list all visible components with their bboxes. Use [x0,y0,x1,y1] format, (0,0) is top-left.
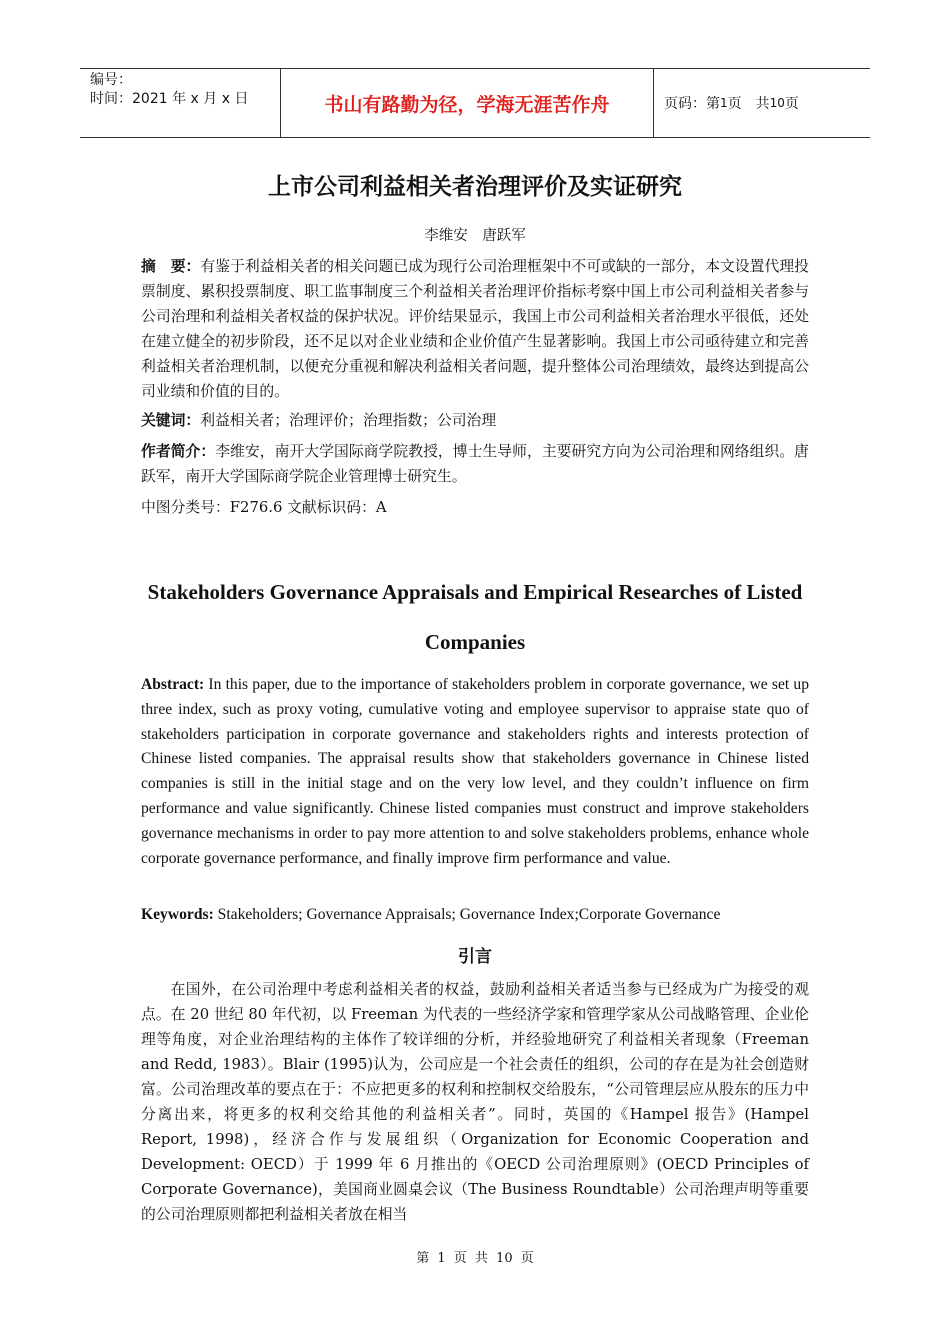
keywords-cn [141,408,809,433]
header-page-cell [654,69,870,137]
paper-title-en-line1: Stakeholders Governance Appraisals and Empirical Researches of Listed [147,580,803,604]
abstract-en-label: Abstract: [141,676,205,693]
intro-paragraph: 在国外，在公司治理中考虑利益相关者的权益，鼓励利益相关者适当参与已经成为广为接受的观点。在 20 世纪 80 年代初，以 Freeman 为代表的一些经济学家和管理学家从公司战略管理、企业伦理等角度，对企业治理结构的主体作了较详细的分析，并经验地研究了利益相关者现象（Freeman and Redd, 1983）。Blair (1995)认为，公司应是一个社会责任的组织，公司的存在是为社会创造财富。公司治理改革的要点在于：不应把更多的权利和控制权交给股东，“公司管理层应从股东的压力中分离出来，将更多的权利交给其他的利益相关者”。同时，英国的《Hampel 报告》(Hampel Report, 1998)，经济合作与发展组织（Organization for Economic Cooperation and Development: OECD）于 1999 年 6 月推出的《OECD 公司治理原则》(OECD Principles of Corporate Governance)，美国商业圆桌会议（The Business Roundtable）公司治理声明等重要的公司治理原则都把利益相关者放在相当 [141,981,809,1223]
header-motto-cell [281,69,654,137]
document-number-label: 编号： [90,72,132,88]
header-motto: 书山有路勤为径，学海无涯苦作舟 [324,93,610,116]
paper-title-en-line2: Companies [424,630,526,654]
page-footer: 第 1 页 共 10 页 [416,1251,534,1266]
page-total: 10 [769,96,785,110]
keywords-cn-label: 关键词： [141,412,201,429]
abstract-cn [141,254,809,404]
keywords-en-text: Stakeholders; Governance Appraisals; Governance Index;Corporate Governance [213,906,721,923]
abstract-en [141,673,809,871]
document-time: 时间：2021 年 x 月 x 日 [90,91,249,107]
page-prefix: 页码：第 [664,96,720,112]
classification: 中图分类号：F276.6 文献标识码：A [141,499,387,516]
abstract-cn-label: 摘 要： [141,258,201,275]
keywords-cn-text: 利益相关者；治理评价；治理指数；公司治理 [200,412,497,429]
abstract-cn-text: 有鉴于利益相关者的相关问题已成为现行公司治理框架中不可或缺的一部分，本文设置代理投票制度、累积投票制度、职工监事制度三个利益相关者治理评价指标考察中国上市公司利益相关者参与公司治理和利益相关者权益的保护状况。评价结果显示，我国上市公司利益相关者治理水平很低，还处在建立健全的初步阶段，还不足以对企业业绩和企业价值产生显著影响。我国上市公司亟待建立和完善利益相关者治理机制，以便充分重视和解决利益相关者问题，提升整体公司治理绩效，最终达到提高公司业绩和价值的目的。 [141,258,809,400]
page-mid: 页 共 [727,96,770,112]
header-meta-cell [80,69,281,137]
paper-authors: 李维安 唐跃军 [424,228,526,244]
header-table [80,68,870,138]
author-bio [141,439,809,489]
keywords-en [141,903,809,928]
page-number: 1 [720,96,728,110]
author-bio-label: 作者简介： [141,443,216,460]
abstract-en-text: In this paper, due to the importance of stakeholders problem in corporate governance, we set up three index, such as proxy voting, cumulative voting and employee supervisor to appraise state quo of stakeholders participation in corporate governance and stakeholders rights and interests protection of Chinese listed companies. The appraisal results show that stakeholders governance in Chinese listed companies is still in the initial stage and on the very low level, and they couldn’t influence on firm performance and value significantly. Chinese listed companies must construct and improve stakeholders governance mechanisms in order to pay more attention to and solve stakeholders problems, enhance whole corporate governance performance, and finally improve firm performance and value. [141,676,809,867]
paper-title-cn: 上市公司利益相关者治理评价及实证研究 [268,174,682,200]
section-heading-intro: 引言 [458,947,492,967]
keywords-en-label: Keywords: [141,906,214,923]
author-bio-text: 李维安，南开大学国际商学院教授，博士生导师，主要研究方向为公司治理和网络组织。唐跃军，南开大学国际商学院企业管理博士研究生。 [141,443,809,485]
page-suffix: 页 [784,96,799,112]
